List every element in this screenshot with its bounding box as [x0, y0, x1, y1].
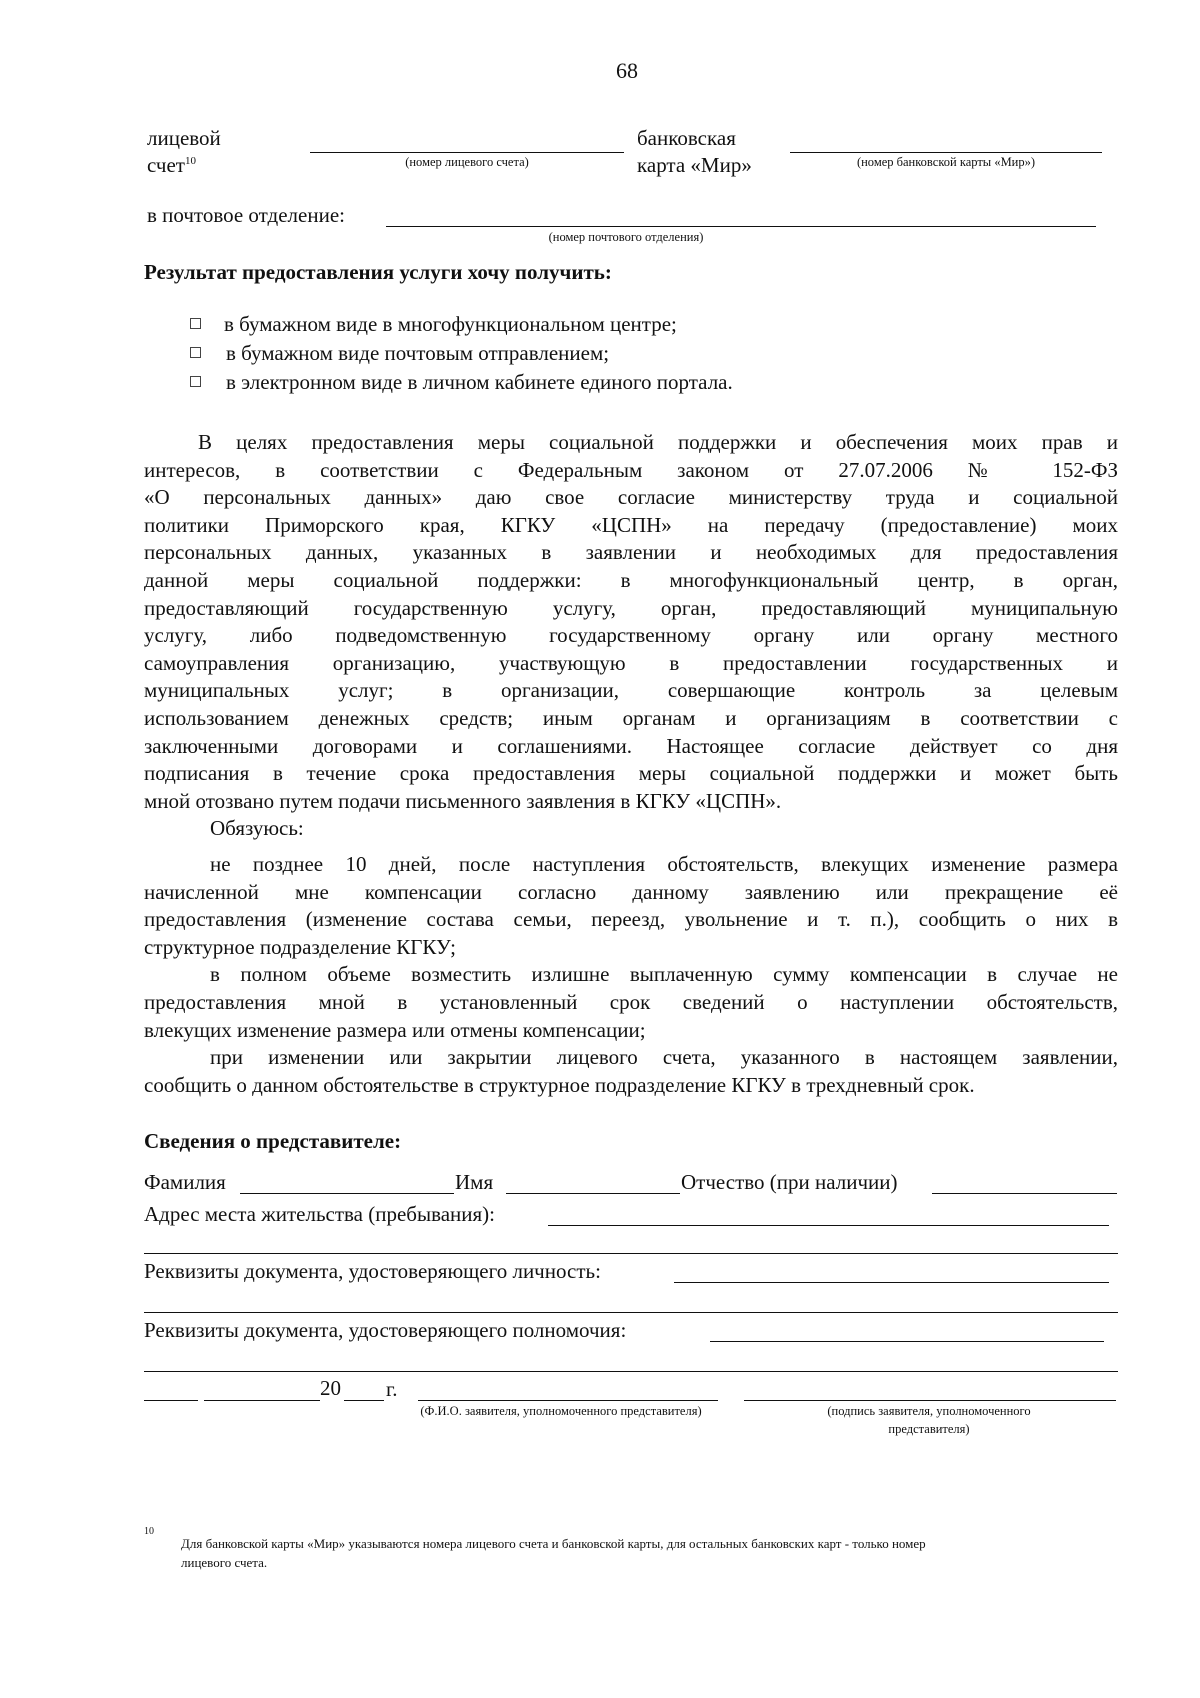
obligation-2-line: влекущих изменение размера или отмены компенсации;: [144, 1017, 646, 1042]
footnote-number: 10: [144, 1526, 154, 1537]
card-label-line2: карта «Мир»: [637, 153, 752, 177]
account-number-field[interactable]: [310, 152, 624, 153]
name-field[interactable]: [506, 1193, 680, 1194]
page-number: 68: [616, 58, 638, 83]
account-label-line2: [147, 155, 196, 176]
card-number-caption: (номер банковской карты «Мир»): [856, 155, 1036, 169]
obligation-3-line: при изменении или закрытии лицевого счета, указанного в настоящем заявлении,: [210, 1045, 1118, 1070]
date-month-field[interactable]: [204, 1400, 320, 1401]
consent-line: подписания в течение срока предоставления меры социальной поддержки и может быть: [144, 761, 1118, 786]
authority-doc-field-extra[interactable]: [144, 1371, 1118, 1372]
consent-line: персональных данных, указанных в заявлении и необходимых для предоставления: [144, 540, 1118, 565]
authority-doc-field[interactable]: [710, 1341, 1104, 1342]
obligation-1-line: не позднее 10 дней, после наступления обстоятельств, влекущих изменение размера: [210, 852, 1118, 876]
consent-line: «О персональных данных» даю свое согласие министерству труда и социальной: [144, 485, 1118, 510]
date-year-field[interactable]: [344, 1400, 384, 1401]
consent-line: интересов, в соответствии с Федеральным законом от 27.07.2006 № 152-ФЗ: [144, 457, 1118, 482]
consent-line: данной меры социальной поддержки: в многофункциональный центр, в орган,: [144, 568, 1118, 592]
card-label-line1: банковская: [637, 126, 736, 150]
address-field-extra[interactable]: [144, 1253, 1118, 1254]
surname-label: Фамилия: [144, 1170, 226, 1194]
result-heading: Результат предоставления услуги хочу получить:: [144, 260, 612, 284]
account-label-line1: лицевой: [147, 126, 221, 150]
signature-caption-line2: представителя): [888, 1422, 970, 1436]
consent-line: самоуправления организацию, участвующую в предоставлении государственных и: [144, 650, 1118, 675]
footnote-ref: 10: [184, 155, 196, 167]
fio-caption: (Ф.И.О. заявителя, уполномоченного представителя): [420, 1404, 702, 1418]
obligation-3-line: сообщить о данном обстоятельстве в структурное подразделение КГКУ в трехдневный срок.: [144, 1072, 975, 1097]
signature-caption-line1: (подпись заявителя, уполномоченного: [827, 1404, 1031, 1418]
account-number-caption: (номер лицевого счета): [405, 155, 529, 169]
id-doc-field[interactable]: [674, 1282, 1109, 1283]
consent-line: предоставляющий государственную услугу, орган, предоставляющий муниципальную: [144, 595, 1118, 620]
patronymic-label: Отчество (при наличии): [681, 1170, 898, 1194]
card-number-field[interactable]: [790, 152, 1102, 153]
date-day-field[interactable]: [144, 1400, 198, 1401]
consent-line: муниципальных услуг; в организации, совершающие контроль за целевым: [144, 678, 1118, 703]
authority-doc-label: Реквизиты документа, удостоверяющего полномочия:: [144, 1318, 627, 1342]
post-office-label: в почтовое отделение:: [147, 203, 345, 227]
year-prefix: 20: [320, 1376, 341, 1400]
obligation-1-line: начисленной мне компенсации согласно данному заявлению или прекращение её: [144, 879, 1118, 904]
consent-line: политики Приморского края, КГКУ «ЦСПН» на передачу (предоставление) моих: [144, 512, 1118, 537]
obligation-1-line: предоставления (изменение состава семьи, переезд, увольнение и т. п.), сообщить о них в: [144, 907, 1118, 932]
consent-line: заключенными договорами и соглашениями. Настоящее согласие действует со дня: [144, 733, 1118, 758]
option-checkbox-mfc[interactable]: [190, 318, 201, 329]
footnote-text-line2: лицевого счета.: [181, 1555, 268, 1570]
consent-line: услугу, либо подведомственную государственному органу или органу местного: [144, 623, 1118, 648]
obligation-2-line: в полном объеме возместить излишне выплаченную сумму компенсации в случае не: [210, 962, 1118, 987]
id-doc-label: Реквизиты документа, удостоверяющего личность:: [144, 1259, 601, 1283]
address-field[interactable]: [548, 1225, 1109, 1226]
signature-field[interactable]: [744, 1400, 1116, 1401]
consent-line: использованием денежных средств; иным органам и организациям в соответствии с: [144, 706, 1118, 730]
post-office-field[interactable]: [386, 226, 1096, 227]
account-label-text: счет: [147, 153, 185, 177]
option-label-mfc: в бумажном виде в многофункциональном центре;: [224, 312, 677, 336]
option-label-portal: в электронном виде в личном кабинете единого портала.: [226, 370, 733, 394]
consent-line: В целях предоставления меры социальной поддержки и обеспечения моих прав и: [198, 430, 1118, 454]
option-checkbox-portal[interactable]: [190, 376, 201, 387]
year-suffix: г.: [386, 1377, 398, 1401]
representative-heading: Сведения о представителе:: [144, 1129, 402, 1153]
surname-field[interactable]: [240, 1193, 454, 1194]
obligation-2-line: предоставления мной в установленный срок сведений о наступлении обстоятельств,: [144, 990, 1118, 1014]
id-doc-field-extra[interactable]: [144, 1312, 1118, 1313]
address-label: Адрес места жительства (пребывания):: [144, 1202, 496, 1226]
post-office-caption: (номер почтового отделения): [548, 230, 704, 244]
option-checkbox-post[interactable]: [190, 347, 201, 358]
name-label: Имя: [455, 1170, 494, 1194]
obligation-heading: Обязуюсь:: [210, 816, 304, 841]
obligation-1-line: структурное подразделение КГКУ;: [144, 934, 456, 959]
option-label-post: в бумажном виде почтовым отправлением;: [226, 341, 610, 365]
patronymic-field[interactable]: [932, 1193, 1117, 1194]
footnote-text-line1: Для банковской карты «Мир» указываются номера лицевого счета и банковской карты, для остальных банковских карт - только номер: [181, 1536, 926, 1551]
fio-field[interactable]: [418, 1400, 718, 1401]
consent-line: мной отозвано путем подачи письменного заявления в КГКУ «ЦСПН».: [144, 788, 782, 813]
